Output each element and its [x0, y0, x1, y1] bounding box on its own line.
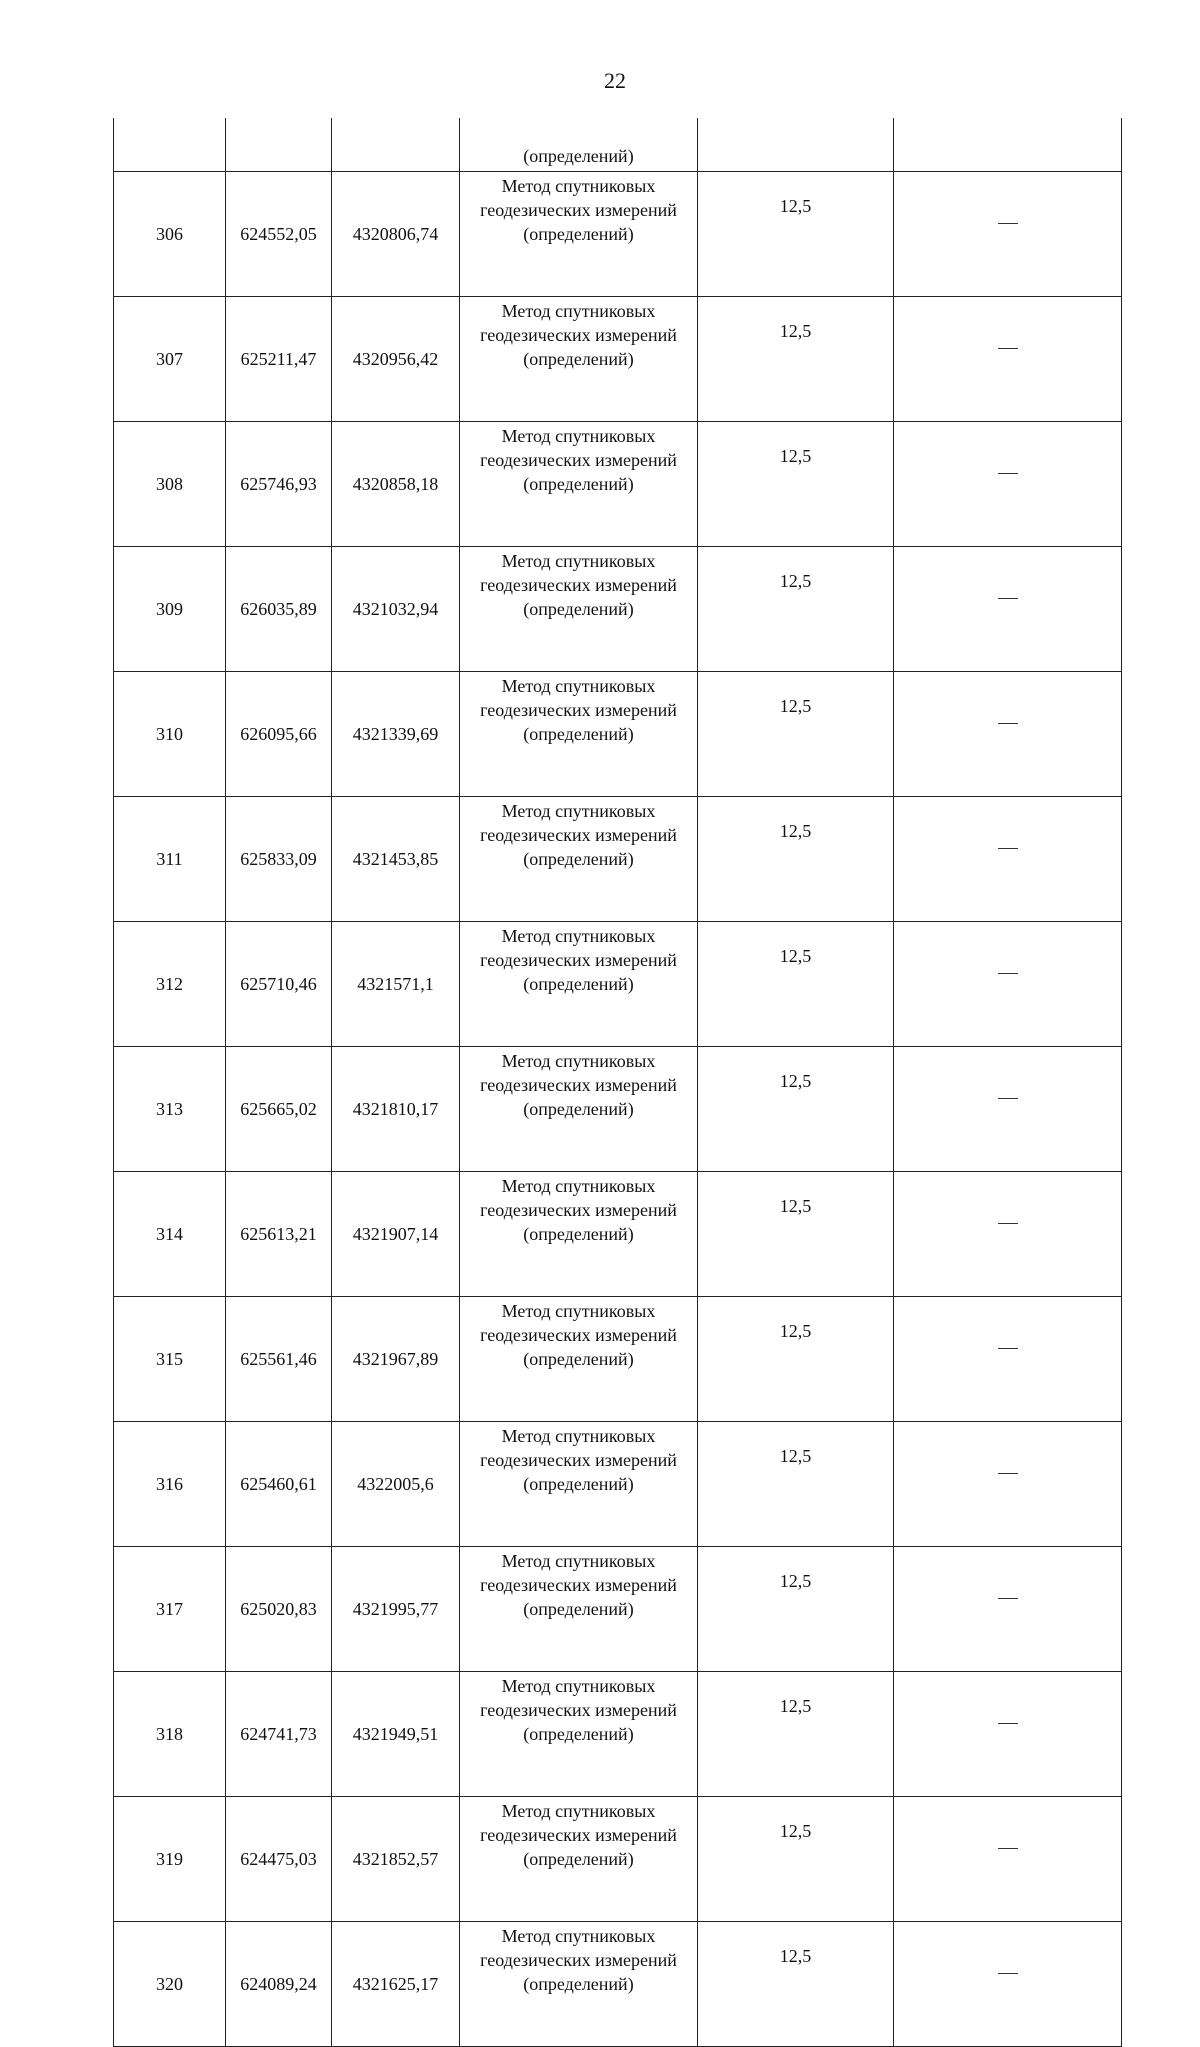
cell-y: 4321453,85	[332, 797, 460, 922]
cell-num: 313	[114, 1047, 226, 1172]
dash-mark	[998, 1723, 1018, 1725]
cell-y: 4320858,18	[332, 422, 460, 547]
table-row	[114, 797, 1122, 922]
method-line: Метод спутниковых	[501, 301, 656, 321]
dash-mark	[998, 973, 1018, 975]
cell-y: 4321967,89	[332, 1297, 460, 1422]
method-line: геодезических измерений	[480, 575, 677, 595]
cell-description	[894, 1547, 1122, 1672]
method-line: (определений)	[523, 974, 634, 994]
cell-num: 318	[114, 1672, 226, 1797]
cell-y: 4321810,17	[332, 1047, 460, 1172]
cell-x: 625561,46	[226, 1297, 332, 1422]
cell-y	[332, 118, 460, 172]
dash-mark	[998, 723, 1018, 725]
method-line: геодезических измерений	[480, 950, 677, 970]
cell-method: (определений)	[460, 118, 698, 172]
cell-num: 315	[114, 1297, 226, 1422]
method-line: геодезических измерений	[480, 450, 677, 470]
method-line: геодезических измерений	[480, 825, 677, 845]
cell-x: 625613,21	[226, 1172, 332, 1297]
coordinates-table	[113, 118, 1122, 2047]
method-line: геодезических измерений	[480, 1200, 677, 1220]
cell-method	[460, 1547, 698, 1672]
cell-accuracy: 12,5	[698, 1172, 894, 1297]
dash-mark	[998, 1598, 1018, 1600]
method-line: (определений)	[523, 724, 634, 744]
cell-method	[460, 422, 698, 547]
cell-x: 625020,83	[226, 1547, 332, 1672]
table-row	[114, 922, 1122, 1047]
cell-y: 4321852,57	[332, 1797, 460, 1922]
dash-mark	[998, 1973, 1018, 1975]
table-row	[114, 1172, 1122, 1297]
method-line: (определений)	[523, 224, 634, 244]
dash-mark	[998, 223, 1018, 225]
method-line: Метод спутниковых	[501, 1801, 656, 1821]
method-line: геодезических измерений	[480, 700, 677, 720]
cell-y: 4321032,94	[332, 547, 460, 672]
table-row	[114, 422, 1122, 547]
cell-y: 4320956,42	[332, 297, 460, 422]
cell-description	[894, 1922, 1122, 2047]
cell-num: 314	[114, 1172, 226, 1297]
cell-description	[894, 1297, 1122, 1422]
cell-description	[894, 172, 1122, 297]
method-line: геодезических измерений	[480, 1700, 677, 1720]
method-line: Метод спутниковых	[501, 676, 656, 696]
cell-description	[894, 1047, 1122, 1172]
table-row	[114, 172, 1122, 297]
cell-method	[460, 172, 698, 297]
method-line: Метод спутниковых	[501, 926, 656, 946]
method-line: геодезических измерений	[480, 1075, 677, 1095]
cell-method	[460, 1172, 698, 1297]
method-line: (определений)	[523, 474, 634, 494]
cell-x: 625665,02	[226, 1047, 332, 1172]
method-line: (определений)	[523, 1099, 634, 1119]
cell-description	[894, 118, 1122, 172]
cell-method	[460, 922, 698, 1047]
table-body	[114, 118, 1122, 2047]
cell-description	[894, 1797, 1122, 1922]
cell-accuracy	[698, 118, 894, 172]
cell-num: 311	[114, 797, 226, 922]
cell-method	[460, 672, 698, 797]
cell-accuracy: 12,5	[698, 797, 894, 922]
method-line: геодезических измерений	[480, 1575, 677, 1595]
table-row	[114, 547, 1122, 672]
table-row	[114, 1797, 1122, 1922]
cell-num: 319	[114, 1797, 226, 1922]
method-line: (определений)	[523, 1849, 634, 1869]
cell-num: 306	[114, 172, 226, 297]
cell-x: 626095,66	[226, 672, 332, 797]
cell-accuracy: 12,5	[698, 1672, 894, 1797]
cell-description	[894, 297, 1122, 422]
method-line: геодезических измерений	[480, 1825, 677, 1845]
method-line: (определений)	[523, 349, 634, 369]
cell-accuracy: 12,5	[698, 297, 894, 422]
cell-description	[894, 1672, 1122, 1797]
method-line: (определений)	[523, 1349, 634, 1369]
cell-accuracy: 12,5	[698, 1047, 894, 1172]
method-line: (определений)	[523, 1224, 634, 1244]
cell-description	[894, 547, 1122, 672]
dash-mark	[998, 598, 1018, 600]
cell-num: 320	[114, 1922, 226, 2047]
cell-method	[460, 547, 698, 672]
table-row	[114, 1047, 1122, 1172]
table-row	[114, 1672, 1122, 1797]
cell-y: 4321907,14	[332, 1172, 460, 1297]
table-row	[114, 1422, 1122, 1547]
cell-method	[460, 1422, 698, 1547]
method-line: Метод спутниковых	[501, 1301, 656, 1321]
method-line: геодезических измерений	[480, 325, 677, 345]
dash-mark	[998, 848, 1018, 850]
cell-x: 624741,73	[226, 1672, 332, 1797]
table-row	[114, 672, 1122, 797]
table-row	[114, 297, 1122, 422]
cell-x: 624552,05	[226, 172, 332, 297]
method-line: геодезических измерений	[480, 1325, 677, 1345]
cell-x: 625460,61	[226, 1422, 332, 1547]
cell-accuracy: 12,5	[698, 1797, 894, 1922]
cell-num: 316	[114, 1422, 226, 1547]
method-line: Метод спутниковых	[501, 426, 656, 446]
cell-accuracy: 12,5	[698, 172, 894, 297]
method-line: (определений)	[523, 1599, 634, 1619]
cell-method	[460, 1672, 698, 1797]
cell-num	[114, 118, 226, 172]
dash-mark	[998, 348, 1018, 350]
cell-accuracy: 12,5	[698, 1922, 894, 2047]
method-line: геодезических измерений	[480, 1450, 677, 1470]
cell-method	[460, 1922, 698, 2047]
cell-description	[894, 672, 1122, 797]
cell-accuracy: 12,5	[698, 672, 894, 797]
table-row	[114, 1297, 1122, 1422]
cell-num: 312	[114, 922, 226, 1047]
dash-mark	[998, 1848, 1018, 1850]
cell-accuracy: 12,5	[698, 922, 894, 1047]
cell-accuracy: 12,5	[698, 1547, 894, 1672]
cell-method	[460, 1047, 698, 1172]
cell-accuracy: 12,5	[698, 1297, 894, 1422]
method-line: Метод спутниковых	[501, 551, 656, 571]
method-line: Метод спутниковых	[501, 1676, 656, 1696]
cell-y: 4322005,6	[332, 1422, 460, 1547]
cell-description	[894, 922, 1122, 1047]
cell-y: 4321995,77	[332, 1547, 460, 1672]
cell-method	[460, 797, 698, 922]
method-line: (определений)	[523, 1724, 634, 1744]
method-line: (определений)	[523, 1974, 634, 1994]
dash-mark	[998, 1223, 1018, 1225]
cell-x	[226, 118, 332, 172]
cell-x: 624475,03	[226, 1797, 332, 1922]
method-line: геодезических измерений	[480, 200, 677, 220]
table-row	[114, 1547, 1122, 1672]
method-line: геодезических измерений	[480, 1950, 677, 1970]
cell-num: 307	[114, 297, 226, 422]
cell-x: 625833,09	[226, 797, 332, 922]
table-row	[114, 1922, 1122, 2047]
cell-x: 625710,46	[226, 922, 332, 1047]
cell-accuracy: 12,5	[698, 1422, 894, 1547]
dash-mark	[998, 1098, 1018, 1100]
cell-accuracy: 12,5	[698, 422, 894, 547]
cell-y: 4320806,74	[332, 172, 460, 297]
dash-mark	[998, 473, 1018, 475]
method-line: (определений)	[523, 1474, 634, 1494]
cell-method	[460, 1297, 698, 1422]
method-line: (определений)	[523, 849, 634, 869]
dash-mark	[998, 1348, 1018, 1350]
cell-x: 625211,47	[226, 297, 332, 422]
cell-num: 309	[114, 547, 226, 672]
method-line: Метод спутниковых	[501, 176, 656, 196]
cell-method	[460, 297, 698, 422]
cell-accuracy: 12,5	[698, 547, 894, 672]
cell-num: 317	[114, 1547, 226, 1672]
cell-y: 4321949,51	[332, 1672, 460, 1797]
cell-y: 4321571,1	[332, 922, 460, 1047]
continuation-row	[114, 118, 1122, 172]
cell-x: 625746,93	[226, 422, 332, 547]
method-line: Метод спутниковых	[501, 801, 656, 821]
cell-y: 4321625,17	[332, 1922, 460, 2047]
cell-method	[460, 1797, 698, 1922]
method-line: Метод спутниковых	[501, 1551, 656, 1571]
cell-num: 310	[114, 672, 226, 797]
page-number: 22	[604, 68, 626, 93]
method-line: Метод спутниковых	[501, 1176, 656, 1196]
method-line: Метод спутниковых	[501, 1926, 656, 1946]
method-line: (определений)	[523, 599, 634, 619]
cell-num: 308	[114, 422, 226, 547]
cell-x: 624089,24	[226, 1922, 332, 2047]
cell-y: 4321339,69	[332, 672, 460, 797]
cell-x: 626035,89	[226, 547, 332, 672]
cell-description	[894, 1422, 1122, 1547]
method-line: Метод спутниковых	[501, 1051, 656, 1071]
cell-description	[894, 1172, 1122, 1297]
method-line: Метод спутниковых	[501, 1426, 656, 1446]
dash-mark	[998, 1473, 1018, 1475]
cell-description	[894, 422, 1122, 547]
cell-description	[894, 797, 1122, 922]
